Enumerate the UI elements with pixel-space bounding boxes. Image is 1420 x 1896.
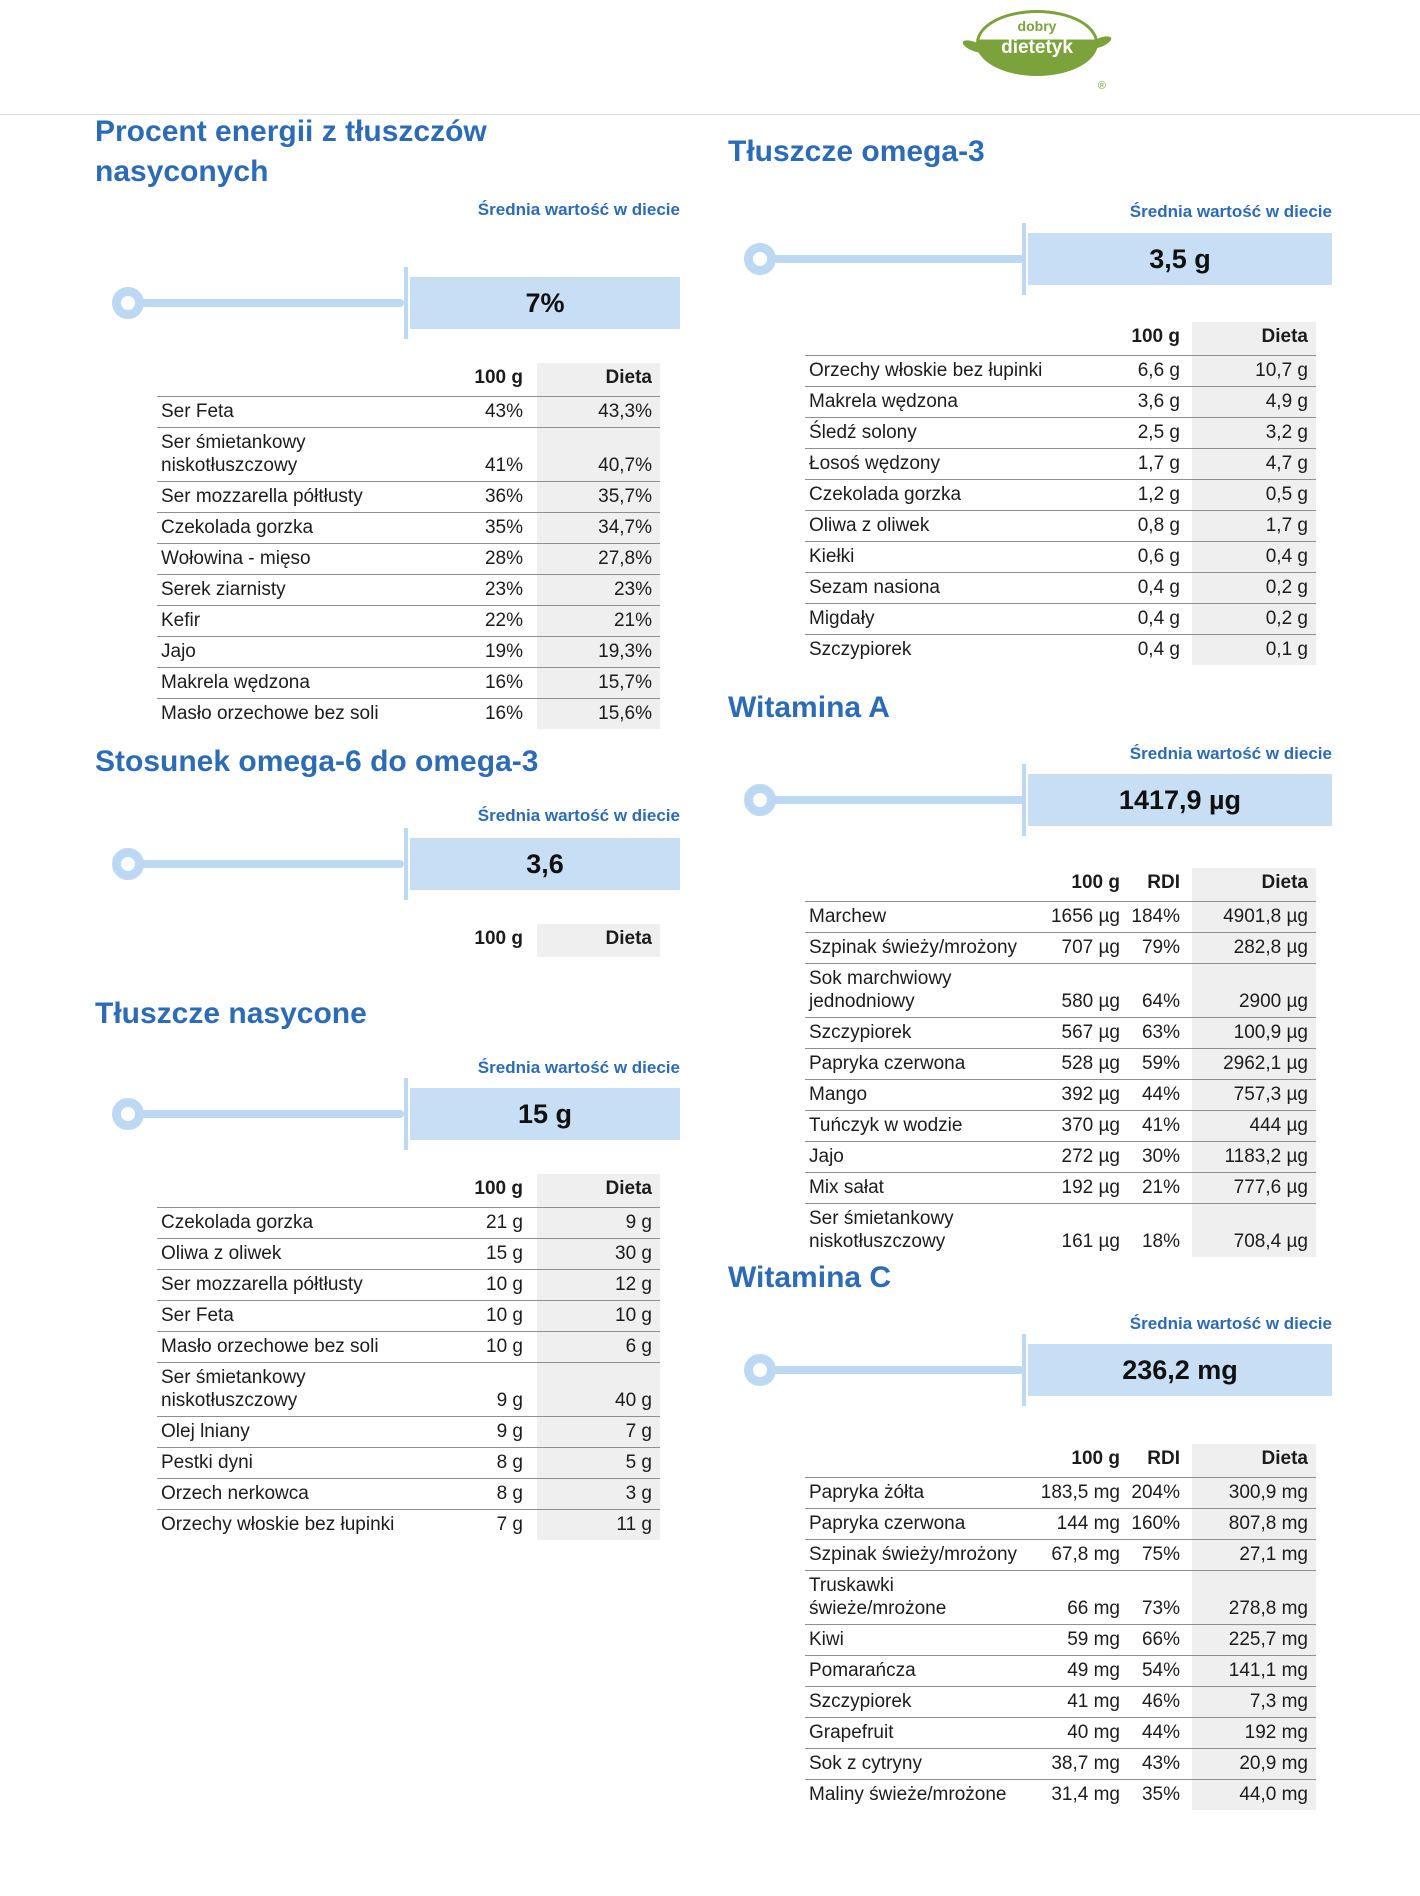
value-100g: 3,6 g	[1070, 387, 1180, 418]
value-100g: 7 g	[412, 1510, 523, 1541]
value-rdi: 54%	[1120, 1656, 1180, 1687]
food-name: Grapefruit	[805, 1718, 1035, 1749]
logo-text-dobry: dobry	[1017, 18, 1057, 34]
average-value: 15 g	[410, 1088, 680, 1140]
column-header-dieta: Dieta	[537, 924, 660, 957]
value-100g: 59 mg	[1035, 1625, 1120, 1656]
value-100g: 0,8 g	[1070, 511, 1180, 542]
value-dieta: 2900 µg	[1192, 964, 1316, 1018]
value-100g: 28%	[412, 544, 523, 575]
food-name: Ser śmietankowy niskotłuszczowy	[805, 1204, 1035, 1258]
food-name: Mango	[805, 1080, 1035, 1111]
column-header-dieta: Dieta	[537, 363, 660, 397]
food-name: Serek ziarnisty	[157, 575, 412, 606]
value-rdi: 44%	[1120, 1718, 1180, 1749]
food-name: Marchew	[805, 902, 1035, 933]
column-header-100g: 100 g	[1071, 872, 1120, 893]
value-100g: 0,4 g	[1070, 573, 1180, 604]
food-name: Tuńczyk w wodzie	[805, 1111, 1035, 1142]
value-dieta: 708,4 µg	[1192, 1204, 1316, 1258]
value-rdi: 41%	[1120, 1111, 1180, 1142]
value-rdi: 184%	[1120, 902, 1180, 933]
value-100g: 49 mg	[1035, 1656, 1120, 1687]
value-dieta: 27,1 mg	[1192, 1540, 1316, 1571]
food-name: Ser Feta	[157, 397, 412, 428]
value-dieta: 9 g	[537, 1208, 660, 1239]
value-rdi: 43%	[1120, 1749, 1180, 1780]
table-row	[805, 1687, 1316, 1718]
section-title: Procent energii z tłuszczów nasyconych	[95, 115, 487, 188]
value-dieta: 44,0 mg	[1192, 1780, 1316, 1811]
average-label: Średnia wartość w diecie	[477, 200, 680, 219]
value-rdi: 21%	[1120, 1173, 1180, 1204]
column-header-100g: 100 g	[474, 1178, 523, 1199]
food-name: Mix sałat	[805, 1173, 1035, 1204]
average-value: 7%	[410, 277, 680, 329]
value-100g: 8 g	[412, 1479, 523, 1510]
value-100g: 31,4 mg	[1035, 1780, 1120, 1811]
food-name: Masło orzechowe bez soli	[157, 1332, 412, 1363]
value-100g: 392 µg	[1035, 1080, 1120, 1111]
value-dieta: 7 g	[537, 1417, 660, 1448]
value-dieta: 777,6 µg	[1192, 1173, 1316, 1204]
value-dieta: 192 mg	[1192, 1718, 1316, 1749]
column-header-100g: 100 g	[474, 928, 523, 949]
value-100g: 161 µg	[1035, 1204, 1120, 1258]
value-rdi: 46%	[1120, 1687, 1180, 1718]
food-name: Maliny świeże/mrożone	[805, 1780, 1035, 1811]
food-name: Migdały	[805, 604, 1070, 635]
column-header-rdi: RDI	[1147, 872, 1180, 893]
value-dieta: 3,2 g	[1192, 418, 1316, 449]
food-name: Sok marchwiowy jednodniowy	[805, 964, 1035, 1018]
food-name: Szczypiorek	[805, 1687, 1035, 1718]
value-dieta: 225,7 mg	[1192, 1625, 1316, 1656]
value-100g: 272 µg	[1035, 1142, 1120, 1173]
value-dieta: 4,9 g	[1192, 387, 1316, 418]
value-dieta: 444 µg	[1192, 1111, 1316, 1142]
food-name: Czekolada gorzka	[805, 480, 1070, 511]
value-dieta: 100,9 µg	[1192, 1018, 1316, 1049]
food-name: Papryka czerwona	[805, 1049, 1035, 1080]
food-name: Masło orzechowe bez soli	[157, 699, 412, 730]
value-dieta: 5 g	[537, 1448, 660, 1479]
average-value: 236,2 mg	[1028, 1344, 1332, 1396]
table-row	[805, 1749, 1316, 1780]
value-dieta: 4901,8 µg	[1192, 902, 1316, 933]
table-row	[805, 1478, 1316, 1509]
value-dieta: 4,7 g	[1192, 449, 1316, 480]
food-name: Śledź solony	[805, 418, 1070, 449]
value-dieta: 23%	[537, 575, 660, 606]
food-name: Łosoś wędzony	[805, 449, 1070, 480]
food-name: Orzechy włoskie bez łupinki	[157, 1510, 412, 1541]
food-name: Papryka żółta	[805, 1478, 1035, 1509]
food-table	[805, 1444, 1316, 1810]
value-dieta: 20,9 mg	[1192, 1749, 1316, 1780]
value-dieta: 15,6%	[537, 699, 660, 730]
food-name: Papryka czerwona	[805, 1509, 1035, 1540]
section-title: Stosunek omega-6 do omega-3	[95, 745, 539, 778]
value-100g: 40 mg	[1035, 1718, 1120, 1749]
value-rdi: 73%	[1120, 1571, 1180, 1625]
food-name: Wołowina - mięso	[157, 544, 412, 575]
food-name: Oliwa z oliwek	[157, 1239, 412, 1270]
value-100g: 43%	[412, 397, 523, 428]
value-100g: 528 µg	[1035, 1049, 1120, 1080]
average-label: Średnia wartość w diecie	[1129, 202, 1332, 221]
value-rdi: 18%	[1120, 1204, 1180, 1258]
value-100g: 6,6 g	[1070, 356, 1180, 387]
value-dieta: 0,5 g	[1192, 480, 1316, 511]
food-name: Pomarańcza	[805, 1656, 1035, 1687]
value-dieta: 21%	[537, 606, 660, 637]
value-rdi: 63%	[1120, 1018, 1180, 1049]
table-row	[805, 1718, 1316, 1749]
table-header-row	[805, 1444, 1316, 1478]
food-name: Sok z cytryny	[805, 1749, 1035, 1780]
table-row	[805, 1780, 1316, 1811]
value-100g: 8 g	[412, 1448, 523, 1479]
column-header-dieta: Dieta	[1192, 322, 1316, 356]
food-name: Szpinak świeży/mrożony	[805, 933, 1035, 964]
average-label: Średnia wartość w diecie	[1129, 1314, 1332, 1333]
slider-track	[773, 1366, 1024, 1374]
value-dieta: 757,3 µg	[1192, 1080, 1316, 1111]
average-label: Średnia wartość w diecie	[477, 1058, 680, 1077]
food-name: Sezam nasiona	[805, 573, 1070, 604]
food-name: Szczypiorek	[805, 635, 1070, 666]
value-rdi: 160%	[1120, 1509, 1180, 1540]
table-row	[805, 1540, 1316, 1571]
column-header-rdi: RDI	[1147, 1448, 1180, 1469]
value-dieta: 40 g	[537, 1363, 660, 1417]
average-value: 3,6	[410, 838, 680, 890]
food-name: Kiełki	[805, 542, 1070, 573]
food-name: Orzech nerkowca	[157, 1479, 412, 1510]
value-dieta: 807,8 mg	[1192, 1509, 1316, 1540]
table-row	[805, 1509, 1316, 1540]
value-rdi: 35%	[1120, 1780, 1180, 1811]
food-name: Truskawki świeże/mrożone	[805, 1571, 1035, 1625]
food-name: Makrela wędzona	[157, 668, 412, 699]
value-100g: 36%	[412, 482, 523, 513]
value-dieta: 278,8 mg	[1192, 1571, 1316, 1625]
value-100g: 580 µg	[1035, 964, 1120, 1018]
value-rdi: 64%	[1120, 964, 1180, 1018]
value-100g: 66 mg	[1035, 1571, 1120, 1625]
value-100g: 41%	[412, 428, 523, 482]
column-header-dieta: Dieta	[537, 1174, 660, 1208]
value-dieta: 15,7%	[537, 668, 660, 699]
food-name: Kiwi	[805, 1625, 1035, 1656]
value-rdi: 75%	[1120, 1540, 1180, 1571]
food-name: Oliwa z oliwek	[805, 511, 1070, 542]
value-100g: 0,4 g	[1070, 604, 1180, 635]
registered-mark: ®	[1097, 80, 1106, 92]
value-dieta: 27,8%	[537, 544, 660, 575]
value-rdi: 79%	[1120, 933, 1180, 964]
value-100g: 192 µg	[1035, 1173, 1120, 1204]
column-header-100g: 100 g	[1131, 326, 1180, 347]
section-title: Witamina C	[728, 1261, 892, 1294]
slider-knob-icon	[744, 1354, 776, 1386]
food-name: Ser mozzarella półtłusty	[157, 482, 412, 513]
value-rdi: 59%	[1120, 1049, 1180, 1080]
table-row	[805, 1656, 1316, 1687]
average-label: Średnia wartość w diecie	[477, 806, 680, 825]
table-row	[805, 1625, 1316, 1656]
value-100g: 15 g	[412, 1239, 523, 1270]
column-header-dieta: Dieta	[1192, 868, 1316, 902]
value-dieta: 10,7 g	[1192, 356, 1316, 387]
column-header-100g: 100 g	[474, 367, 523, 388]
value-dieta: 6 g	[537, 1332, 660, 1363]
average-value: 1417,9 µg	[1028, 774, 1332, 826]
value-100g: 0,6 g	[1070, 542, 1180, 573]
value-100g: 1,7 g	[1070, 449, 1180, 480]
value-dieta: 0,2 g	[1192, 573, 1316, 604]
value-100g: 10 g	[412, 1332, 523, 1363]
value-dieta: 11 g	[537, 1510, 660, 1541]
value-dieta: 3 g	[537, 1479, 660, 1510]
column-header-100g: 100 g	[1071, 1448, 1120, 1469]
slider-tick	[1022, 1334, 1026, 1406]
value-dieta: 0,2 g	[1192, 604, 1316, 635]
value-rdi: 66%	[1120, 1625, 1180, 1656]
column-header-dieta: Dieta	[1192, 1444, 1316, 1478]
value-dieta: 30 g	[537, 1239, 660, 1270]
value-100g: 144 mg	[1035, 1509, 1120, 1540]
average-label: Średnia wartość w diecie	[1129, 744, 1332, 763]
value-100g: 16%	[412, 668, 523, 699]
value-100g: 19%	[412, 637, 523, 668]
food-name: Ser śmietankowy niskotłuszczowy	[157, 1363, 412, 1417]
value-rdi: 204%	[1120, 1478, 1180, 1509]
average-value: 3,5 g	[1028, 233, 1332, 285]
value-100g: 38,7 mg	[1035, 1749, 1120, 1780]
value-100g: 9 g	[412, 1363, 523, 1417]
value-dieta: 34,7%	[537, 513, 660, 544]
value-100g: 10 g	[412, 1270, 523, 1301]
food-name: Jajo	[157, 637, 412, 668]
value-100g: 9 g	[412, 1417, 523, 1448]
food-name: Makrela wędzona	[805, 387, 1070, 418]
value-100g: 370 µg	[1035, 1111, 1120, 1142]
value-dieta: 10 g	[537, 1301, 660, 1332]
food-name: Ser mozzarella półtłusty	[157, 1270, 412, 1301]
value-100g: 22%	[412, 606, 523, 637]
section-title: Witamina A	[728, 691, 890, 724]
food-name: Szczypiorek	[805, 1018, 1035, 1049]
value-rdi: 44%	[1120, 1080, 1180, 1111]
logo-text-dietetyk: dietetyk	[1001, 37, 1073, 58]
value-dieta: 19,3%	[537, 637, 660, 668]
value-dieta: 2962,1 µg	[1192, 1049, 1316, 1080]
value-100g: 10 g	[412, 1301, 523, 1332]
value-dieta: 1183,2 µg	[1192, 1142, 1316, 1173]
value-100g: 1,2 g	[1070, 480, 1180, 511]
food-name: Jajo	[805, 1142, 1035, 1173]
value-100g: 1656 µg	[1035, 902, 1120, 933]
food-name: Ser śmietankowy niskotłuszczowy	[157, 428, 412, 482]
value-dieta: 141,1 mg	[1192, 1656, 1316, 1687]
value-100g: 567 µg	[1035, 1018, 1120, 1049]
value-dieta: 35,7%	[537, 482, 660, 513]
value-100g: 67,8 mg	[1035, 1540, 1120, 1571]
food-name: Ser Feta	[157, 1301, 412, 1332]
value-100g: 16%	[412, 699, 523, 730]
food-name: Olej lniany	[157, 1417, 412, 1448]
value-dieta: 0,1 g	[1192, 635, 1316, 666]
value-dieta: 0,4 g	[1192, 542, 1316, 573]
value-dieta: 40,7%	[537, 428, 660, 482]
value-100g: 41 mg	[1035, 1687, 1120, 1718]
value-dieta: 43,3%	[537, 397, 660, 428]
food-name: Kefir	[157, 606, 412, 637]
value-100g: 21 g	[412, 1208, 523, 1239]
value-rdi: 30%	[1120, 1142, 1180, 1173]
section-title: Tłuszcze nasycone	[95, 997, 367, 1030]
food-name: Pestki dyni	[157, 1448, 412, 1479]
food-name: Czekolada gorzka	[157, 1208, 412, 1239]
value-dieta: 1,7 g	[1192, 511, 1316, 542]
value-100g: 0,4 g	[1070, 635, 1180, 666]
value-100g: 183,5 mg	[1035, 1478, 1120, 1509]
value-100g: 23%	[412, 575, 523, 606]
food-name: Czekolada gorzka	[157, 513, 412, 544]
value-dieta: 12 g	[537, 1270, 660, 1301]
value-100g: 2,5 g	[1070, 418, 1180, 449]
food-name: Orzechy włoskie bez łupinki	[805, 356, 1070, 387]
value-dieta: 7,3 mg	[1192, 1687, 1316, 1718]
value-100g: 707 µg	[1035, 933, 1120, 964]
food-name: Szpinak świeży/mrożony	[805, 1540, 1035, 1571]
section-title: Tłuszcze omega-3	[728, 135, 985, 168]
table-row	[805, 1571, 1316, 1625]
value-dieta: 300,9 mg	[1192, 1478, 1316, 1509]
value-100g: 35%	[412, 513, 523, 544]
value-dieta: 282,8 µg	[1192, 933, 1316, 964]
